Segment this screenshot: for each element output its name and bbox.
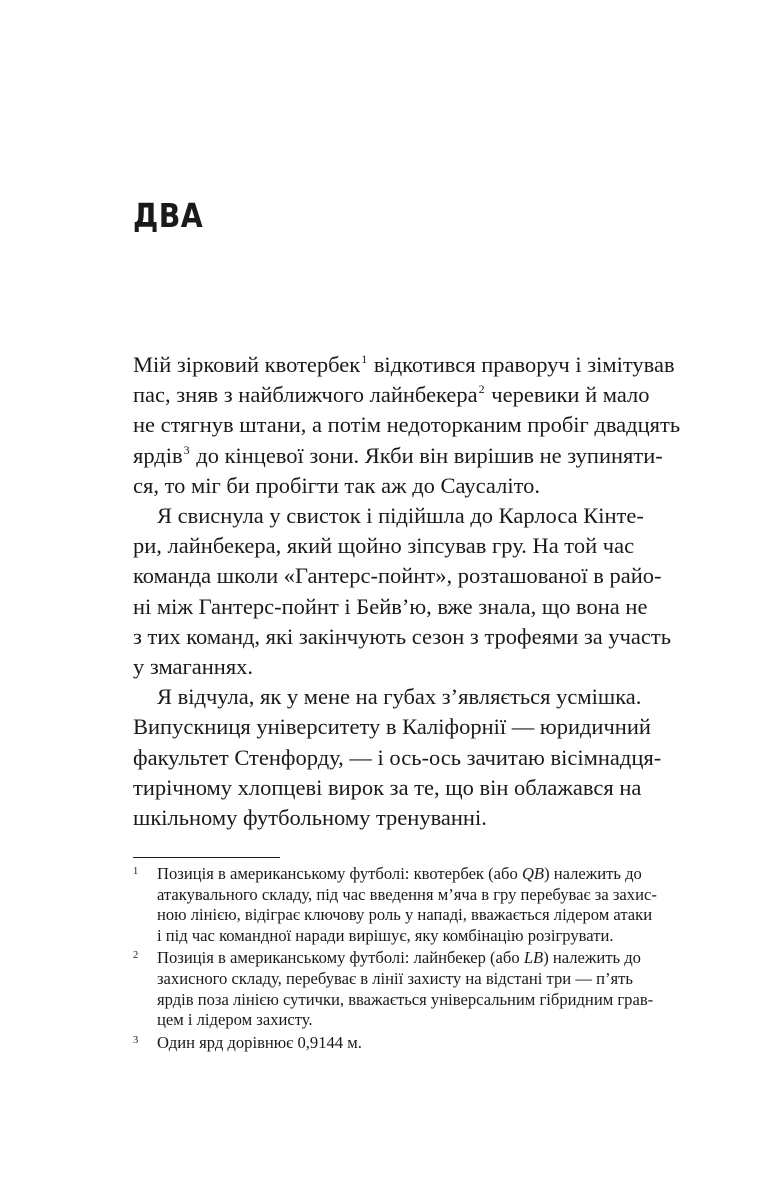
text-line: Я свиснула у свисток і підійшла до Карлоса Кінте- [157,503,644,529]
footnote-line: ярдів поза лінією сутички, вважається універсальним гібридним грав- [157,989,654,1009]
text-line: у змаганнях. [133,654,254,680]
footnote-number: 3 [133,1034,139,1046]
footnote-line: ною лінією, відіграє ключову роль у нападі, вважається лідером атаки [157,905,653,925]
text-line: Випускниця університету в Каліфорнії — юридичний [133,714,651,740]
body-text [133,350,681,833]
text-line: факультет Стенфорду, — і ось-ось зачитаю вісімнадця- [133,744,662,770]
text-line: команда школи «Гантерс-пойнт», розташованої в райо- [133,563,662,589]
footnotes [133,864,657,1055]
text-line: з тих команд, які закінчують сезон з трофеями за участь [133,623,672,649]
paragraph [133,350,681,501]
text-line: ри, лайнбекера, який щойно зіпсував гру. На той час [133,533,635,559]
text-line: шкільному футбольному тренуванні. [133,805,487,831]
footnote-line: і під час командної наради вирішує, яку комбінацію розігрувати. [157,925,614,945]
footnote-line: захисного складу, перебуває в лінії захисту на відстані три — п’ять [157,968,633,988]
footnote-number: 1 [133,866,139,877]
footnote-line: Позиція в американському футболі: лайнбекер (або LB) належить до [157,948,641,968]
footnote-ref[interactable]: 3 [183,442,190,457]
text-line: не стягнув штани, а потім недоторканим пробіг двадцять [133,412,681,438]
footnote-line: Один ярд дорівнює 0,9144 м. [157,1032,362,1052]
text-line: ся, то міг би пробігти так аж до Саусаліто. [133,472,540,498]
text-line: ні між Гантерс-пойнт і Бейв’ю, вже знала, що вона не [133,593,648,619]
footnote [133,948,654,1030]
footnote-line: цем і лідером захисту. [157,1010,313,1030]
text-line: Мій зірковий квотербек$^1$ відкотився праворуч і зімітував [133,352,675,377]
footnote-line: Позиція в американському футболі: квотербек (або QB) належить до [157,864,642,883]
footnote-separator [133,857,280,858]
paragraph [133,682,662,833]
footnote-ref[interactable]: 1 [361,352,368,366]
footnote [133,864,657,946]
chapter-title: ДВА [133,196,204,235]
footnote [133,1033,633,1054]
paragraph [133,501,672,682]
text-line: тирічному хлопцеві вирок за те, що він облажався на [133,774,642,800]
text-line: ярдів$^3$ до кінцевої зони. Якби він вирішив не зупиняти- [133,442,663,468]
text-line: Я відчула, як у мене на губах з’являється усмішка. [157,684,642,710]
footnote-line: атакувального складу, під час введення м’яча в гру перебуває за захис- [157,884,657,904]
text-line: пас, зняв з найближчого лайнбекера$^2$ черевики й мало [133,382,650,408]
footnote-number: 2 [133,950,139,962]
footnote-ref[interactable]: 2 [478,382,485,397]
